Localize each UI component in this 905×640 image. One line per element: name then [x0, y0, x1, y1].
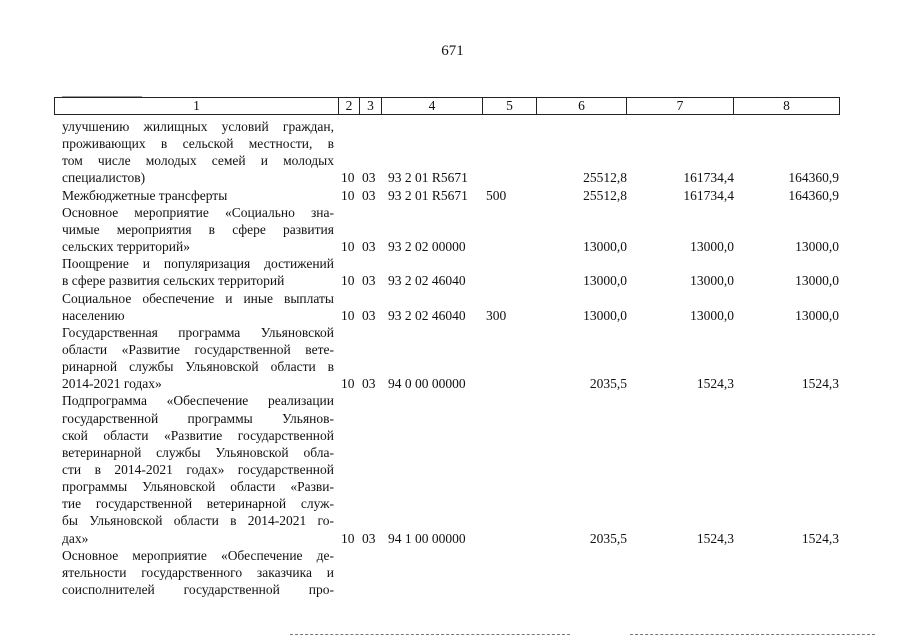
table-cell-amount-col6: 13000,0 — [583, 273, 627, 289]
header-col-3: 3 — [360, 98, 382, 114]
table-row-description: чимые мероприятия в сфере развития — [62, 221, 334, 237]
table-cell-target-article: 94 1 00 00000 — [388, 530, 466, 546]
table-cell-section: 10 — [341, 307, 355, 323]
table-row-description: ринарной службы Ульяновской области в — [62, 359, 334, 375]
table-cell-amount-col6: 25512,8 — [583, 170, 627, 186]
table-cell-subsection: 03 — [362, 273, 376, 289]
table-cell-amount-col7: 161734,4 — [683, 187, 734, 203]
table-row-description: Межбюджетные трансферты — [62, 187, 228, 203]
table-row-description: дах» — [62, 530, 89, 546]
table-row-description: государственной программы Ульянов- — [62, 410, 334, 426]
table-cell-amount-col8: 1524,3 — [801, 530, 839, 546]
header-col-2: 2 — [339, 98, 360, 114]
header-col-6: 6 — [537, 98, 627, 114]
table-cell-section: 10 — [341, 170, 355, 186]
table-cell-section: 10 — [341, 239, 355, 255]
table-cell-amount-col7: 13000,0 — [690, 273, 734, 289]
table-row-description: населению — [62, 307, 125, 323]
bottom-rule-left — [290, 634, 570, 635]
table-cell-amount-col6: 2035,5 — [589, 376, 627, 392]
table-cell-target-article: 93 2 02 46040 — [388, 307, 466, 323]
table-row-description: Основное мероприятие «Социально зна- — [62, 204, 334, 220]
table-cell-amount-col7: 13000,0 — [690, 307, 734, 323]
table-row-description: Социальное обеспечение и иные выплаты — [62, 290, 334, 306]
table-cell-subsection: 03 — [362, 239, 376, 255]
table-cell-target-article: 94 0 00 00000 — [388, 376, 466, 392]
table-cell-target-article: 93 2 01 R5671 — [388, 187, 468, 203]
header-col-8: 8 — [783, 98, 790, 113]
table-cell-amount-col6: 2035,5 — [589, 530, 627, 546]
table-cell-amount-col8: 13000,0 — [795, 307, 839, 323]
table-cell-amount-col8: 164360,9 — [788, 187, 839, 203]
bottom-rule-right — [630, 634, 875, 635]
table-cell-amount-col8: 164360,9 — [788, 170, 839, 186]
table-cell-subsection: 03 — [362, 170, 376, 186]
table-cell-amount-col8: 13000,0 — [795, 273, 839, 289]
header-col-4: 4 — [382, 98, 483, 114]
table-cell-expense-type: 500 — [486, 187, 507, 203]
table-row-description: в сфере развития сельских территорий — [62, 273, 285, 289]
table-cell-amount-col6: 13000,0 — [583, 307, 627, 323]
table-row-description: Поощрение и популяризация достижений — [62, 256, 334, 272]
table-row-description: Государственная программа Ульяновской — [62, 324, 334, 340]
table-cell-subsection: 03 — [362, 187, 376, 203]
table-row-description: сельских территорий» — [62, 239, 190, 255]
table-cell-amount-col7: 13000,0 — [690, 239, 734, 255]
table-row-description: улучшению жилищных условий граждан, — [62, 119, 334, 134]
table-cell-amount-col7: 1524,3 — [696, 376, 734, 392]
table-row-description: области «Развитие государственной вете- — [62, 341, 334, 357]
page-number: 671 — [441, 43, 464, 59]
header-col-1: 1 — [55, 98, 339, 114]
table-cell-subsection: 03 — [362, 530, 376, 546]
table-cell-amount-col6: 25512,8 — [583, 187, 627, 203]
table-cell-target-article: 93 2 02 00000 — [388, 239, 466, 255]
table-cell-amount-col8: 1524,3 — [801, 376, 839, 392]
table-row-description: соисполнителей государственной про- — [62, 582, 334, 598]
table-row-description: ятельности государственного заказчика и — [62, 564, 334, 580]
table-cell-target-article: 93 2 02 46040 — [388, 273, 466, 289]
table-cell-expense-type: 300 — [486, 307, 507, 323]
header-col-5: 5 — [483, 98, 537, 114]
table-row-description: том числе молодых семей и молодых — [62, 153, 334, 169]
table-cell-subsection: 03 — [362, 376, 376, 392]
table-cell-amount-col7: 1524,3 — [696, 530, 734, 546]
table-cell-amount-col7: 161734,4 — [683, 170, 734, 186]
table-cell-amount-col6: 13000,0 — [583, 239, 627, 255]
table-cell-section: 10 — [341, 376, 355, 392]
table-row-description: Подпрограмма «Обеспечение реализации — [62, 393, 334, 409]
table-row-description: проживающих в сельской местности, в — [62, 136, 334, 152]
table-row-description: специалистов) — [62, 170, 146, 186]
table-cell-section: 10 — [341, 273, 355, 289]
table-cell-section: 10 — [341, 530, 355, 546]
table-row-description: бы Ульяновской области в 2014-2021 го- — [62, 513, 334, 529]
table-cell-subsection: 03 — [362, 307, 376, 323]
header-col-7: 7 — [627, 98, 734, 114]
table-row-description: 2014-2021 годах» — [62, 376, 162, 392]
table-header-row — [54, 97, 840, 115]
table-row-description: программы Ульяновской области «Разви- — [62, 479, 334, 495]
table-row-description: ветеринарной службы Ульяновской обла- — [62, 444, 334, 460]
table-cell-amount-col8: 13000,0 — [795, 239, 839, 255]
table-cell-target-article: 93 2 01 R5671 — [388, 170, 468, 186]
table-row-description: тие государственной ветеринарной служ- — [62, 496, 334, 512]
table-row-description: ской области «Развитие государственной — [62, 427, 334, 443]
table-row-description: Основное мероприятие «Обеспечение де- — [62, 547, 334, 563]
table-cell-section: 10 — [341, 187, 355, 203]
table-row-description: сти в 2014-2021 годах» государственной — [62, 462, 334, 477]
